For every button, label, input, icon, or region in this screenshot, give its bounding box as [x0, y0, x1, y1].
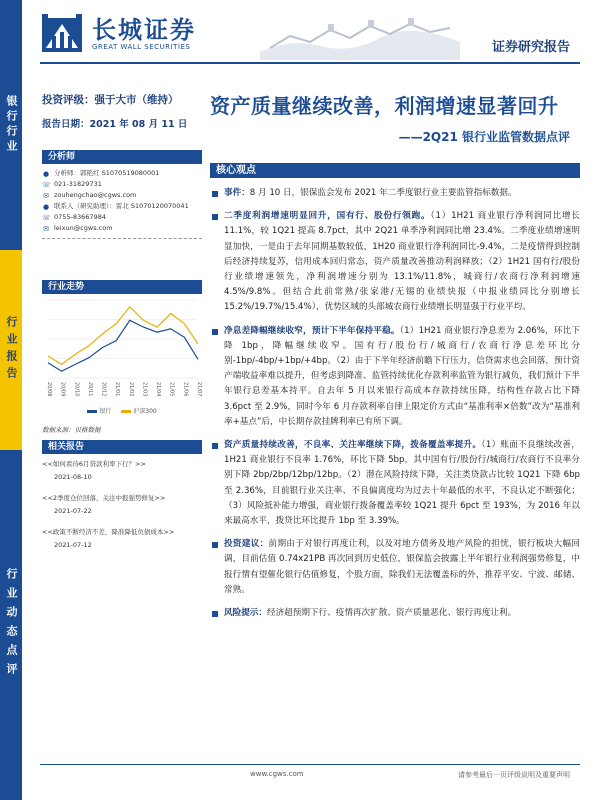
analyst-row-text: 0755-83667984 [54, 213, 106, 221]
trend-chart-svg [42, 294, 202, 404]
related-section-header: 相关报告 [42, 440, 202, 454]
viewpoint-text: 前期由于对银行再度让利，以及对地方债务及地产风险的担忧，银行板块大幅回调，目前估值 0.74x21PB 再次回到历史低位，银保监会披露上半年银行业利润强势修复，中报行情有望催化银行估值修复，个股方面，除我们无法覆盖标的外，推荐平安、宁波、邮储、常熟。 [224, 539, 580, 595]
x-tick-label: 21/05 [168, 382, 175, 397]
analyst-email-link[interactable]: leixun@cgws.com [54, 224, 113, 232]
industry-trend-section [42, 280, 202, 434]
analyst-row-text: 联系人（研究助理）：雷北 S1070120070041 [54, 202, 189, 210]
viewpoint-nim [210, 324, 580, 430]
phone-icon: ☏ [42, 213, 51, 222]
x-tick-label: 20/08 [46, 382, 52, 397]
x-tick-label: 21/03 [141, 382, 148, 397]
analyst-section-header: 分析师 [42, 150, 202, 164]
analyst-section [42, 150, 202, 239]
trend-section-header: 行业走势 [42, 280, 202, 294]
header-divider [40, 62, 580, 64]
viewpoint-lead: 净息差降幅继续收窄，预计下半年保持平稳。 [224, 325, 400, 336]
phone-icon: ☏ [42, 180, 51, 189]
viewpoint-text: 经济超预期下行、疫情再次扩散、资产质量恶化、银行再度让利。 [266, 608, 517, 619]
viewpoint-investment [210, 537, 580, 598]
series-line-0 [48, 320, 198, 371]
report-date: 报告日期：2021 年 08 月 11 日 [42, 119, 188, 130]
trend-chart [42, 294, 202, 404]
viewpoint-lead: 事件： [224, 188, 250, 198]
viewpoint-lead: 风险提示： [224, 608, 267, 619]
x-tick-label: 21/02 [127, 382, 134, 397]
analyst-row[interactable] [42, 190, 202, 201]
x-tick-label: 20/11 [86, 382, 93, 397]
side-tab-label: 行业报告 [5, 316, 18, 384]
legend-item-hs300 [121, 406, 156, 415]
legend-item-bank [87, 406, 111, 415]
viewpoint-asset-quality [210, 438, 580, 529]
related-report-date: 2021-08-10 [54, 473, 92, 481]
viewpoint-event [210, 186, 580, 201]
side-tab-comment [0, 450, 22, 800]
analyst-row [42, 212, 202, 223]
viewpoint-lead: 资产质量持续改善，不良率、关注率继续下降，拨备覆盖率提升。 [224, 440, 482, 451]
legend-label: 沪深300 [133, 408, 157, 415]
x-tick-label: 20/09 [59, 382, 66, 397]
viewpoint-text: （1）1H21 商业银行净息差为 2.06%，环比下降 1bp，降幅继续收窄。国有行/股份行/城商行/农商行净息差环比分别-1bp/-4bp/+1bp/+4bp。（2）由于下半年经济前瞻下行压力，信贷需求也会回落，预计资产端收益率难以提升，但考虑到降准、监管持续优化存款利率监管为银行减负，我们预计下半年银行息差基本持平。自去年 5 月以来银行高成本存款持续压降，结构性存款占比下降 3.6pct 至 2.9%，同时今年 6 月存款利率自律上限定价方式由“基准利率×倍数”改为“基准利率+基点”后，中长期存款挂牌利率已有所下调。 [224, 325, 580, 427]
mail-icon: ✉ [43, 224, 49, 233]
core-section-header: 核心观点 [210, 163, 580, 178]
viewpoint-lead: 投资建议： [224, 539, 269, 550]
x-tick-label: 21/07 [196, 382, 202, 397]
related-report-date: 2021-07-22 [54, 507, 92, 515]
viewpoint-list [210, 186, 580, 621]
side-tab-label: 银行行业 [5, 95, 18, 155]
analyst-row [42, 201, 202, 212]
company-logo [42, 14, 196, 54]
viewpoint-lead: 二季度利润增速明显回升，国有行、股份行领跑。 [224, 211, 431, 222]
legend-label: 银行 [99, 408, 112, 415]
core-viewpoints-section [210, 163, 580, 621]
x-tick-label: 21/04 [155, 382, 162, 397]
viewpoint-profit [210, 209, 580, 315]
report-type-label: 证券研究报告 [491, 40, 570, 55]
x-tick-label: 20/10 [73, 382, 80, 397]
data-source-note: 数据来源：贝格数据 [42, 426, 101, 434]
analyst-row-text: 021-31829731 [54, 180, 102, 188]
series-line-1 [48, 307, 198, 365]
great-wall-illustration-icon [260, 8, 460, 60]
chart-legend [42, 406, 202, 415]
related-report-date: 2021-07-12 [54, 541, 92, 549]
page-subtitle: ——2Q21 银行业监管数据点评 [398, 130, 570, 144]
person-icon: ● [42, 202, 50, 211]
footer-url[interactable]: www.cgws.com [250, 770, 304, 778]
great-wall-logo-icon [42, 14, 86, 54]
side-tab-industry [0, 0, 22, 250]
related-list [42, 454, 202, 552]
analyst-row-text: 分析师：郭艳红 S1070519080001 [54, 169, 160, 177]
viewpoint-text: 8 月 10 日，银保监会发布 2021 年二季度银行业主要监管指标数据。 [249, 188, 517, 198]
footer-disclaimer: 请参考最后一页评级说明及重要声明 [458, 771, 570, 779]
analyst-row[interactable] [42, 223, 202, 234]
mail-icon: ✉ [43, 191, 49, 200]
logo-en-text: GREAT WALL SECURITIES [92, 43, 191, 51]
footer-divider [40, 764, 580, 765]
side-tab-report [0, 250, 22, 450]
x-tick-label: 20/12 [100, 382, 107, 397]
side-tab-label: 行业动态点评 [5, 568, 18, 682]
analyst-row [42, 168, 202, 179]
analyst-email-link[interactable]: zouhengchao@cgws.com [54, 191, 137, 199]
page-title: 资产质量继续改善，利润增速显著回升 [210, 94, 559, 118]
person-icon: ● [42, 169, 50, 178]
analyst-list [42, 164, 202, 239]
logo-cn-text: 长城证券 [92, 16, 196, 44]
viewpoint-text: （1）账面不良继续改善，1H21 商业银行不良率 1.76%，环比下降 5bp，其中国有行/股份行/城商行/农商行不良率分别下降 2bp/2bp/12bp/12bp。（2）潜在风险持续下降，关注类贷款占比较 1Q21 下降 6bp 至 2.36%，目前银行业关注率、不良偏离度均为过去十年最低的水平，不良认定不断强化；（3）风险抵补能力增强，商业银行拨备覆盖率较 1Q21 提升 6pct 至 193%，为 2016 年以来最高水平，拨贷比环比提升 1bp 至 3.39%。 [224, 440, 580, 527]
related-reports-section [42, 440, 202, 560]
investment-rating: 投资评级：强于大市（维持） [42, 94, 179, 106]
viewpoint-text: （1）1H21 商业银行净利润同比增长 11.1%，较 1Q21 提高 8.7pct，其中 2Q21 单季净利润同比增 23.4%。二季度业绩增速明显加快，一是由于去年同期基数较低，1H20 商业银行净利润同比-9.4%，二是疫情得到控制后经济持续复苏，信用成本回归常态，资产质量改善推动利润释放；（2）1H21 国有行/股份行业绩增速领先，净利润增速分别为 13.1%/11.8%，城商行/农商行净利润增速 4.5%/9.8%。但结合此前常熟/张家港/无锡的业绩快报（中报业绩同比分别增长 15.2%/19.7%/15.4%），优势区域的头部城农商行业绩增长明显强于行业平均。 [224, 211, 580, 313]
analyst-row [42, 179, 202, 190]
related-report-link[interactable]: <<政策不断经济不差，降准降低负债成本>> [42, 528, 175, 536]
viewpoint-risk [210, 606, 580, 621]
related-report-link[interactable]: <<如何看待6月贷款利率下行？>> [42, 460, 146, 468]
related-report-link[interactable]: <<2季度仓位回落，关注中报强势修复>> [42, 494, 166, 502]
x-tick-label: 21/01 [114, 382, 121, 397]
x-tick-label: 21/06 [182, 382, 189, 397]
